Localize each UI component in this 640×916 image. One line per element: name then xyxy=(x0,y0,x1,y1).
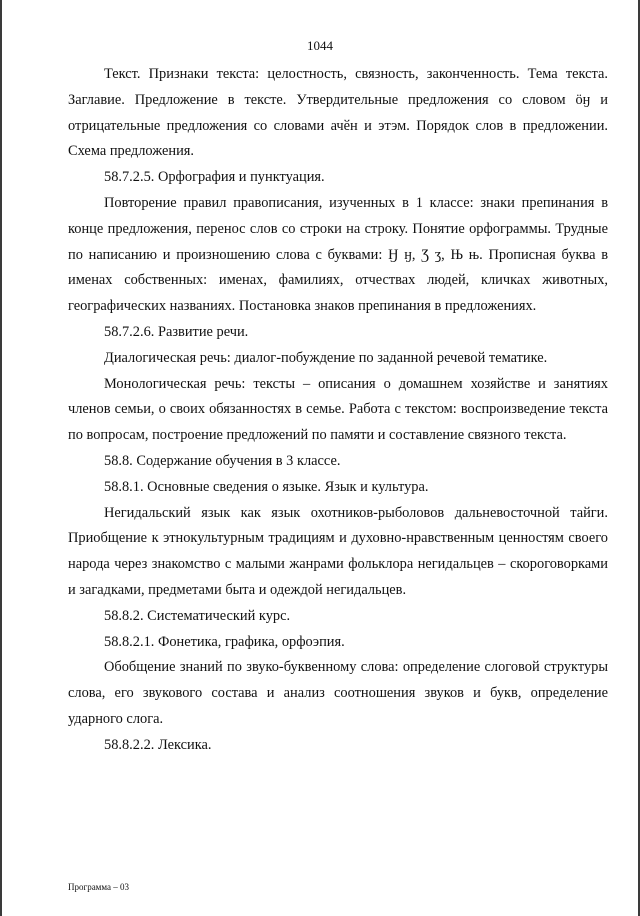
section-heading-lexicon: 58.8.2.2. Лексика. xyxy=(104,736,212,753)
paragraph-monologue: Монологическая речь: тексты – описания о домашнем хозяйстве и занятиях членов семьи, о своих обязанностях в семье. Работа с текстом: воспроизведение текста по вопросам, построение предложений по памяти и составление связного текста. xyxy=(68,375,608,444)
section-heading-orthography: 58.7.2.5. Орфография и пунктуация. xyxy=(104,169,325,186)
section-heading-speech: 58.7.2.6. Развитие речи. xyxy=(104,323,249,340)
paragraph-dialogue: Диалогическая речь: диалог-побуждение по заданной речевой тематике. xyxy=(104,349,548,366)
paragraph-phonetics: Обобщение знаний по звуко-буквенному слова: определение слоговой структуры слова, его звукового состава и анализ соотношения звуков и букв, определение ударного слога. xyxy=(68,659,608,727)
page-number: 1044 xyxy=(307,38,333,53)
paragraph-negidal-language: Негидальский язык как язык охотников-рыболовов дальневосточной тайги. Приобщение к этнокультурным традициям и духовно-нравственным ценностям своего народа через знакомство с малыми жанрами фольклора негидальцев – скороговорками и загадками, предметами быта и одеждой негидальцев. xyxy=(68,504,608,598)
paragraph-orthography: Повторение правил правописания, изученных в 1 классе: знаки препинания в конце предложения, перенос слов со строки на строку. Понятие орфограммы. Трудные по написанию и произношению слова с буквами: Ӈ ӈ, Ʒ ʒ, Њ њ. Прописная буква в именах собственных: именах, фамилиях, отчествах людей, кличках животных, географических названиях. Постановка знаков препинания в предложениях. xyxy=(68,194,608,315)
paragraph-text-features: Текст. Признаки текста: целостность, связность, законченность. Тема текста. Заглавие. Предложение в тексте. Утвердительные предложения со словом ӧӈ и отрицательные предложения со словами ачӗн и этэм. Порядок слов в предложении. Схема предложения. xyxy=(68,66,608,160)
scan-edge-left xyxy=(0,0,2,916)
section-heading-language-culture: 58.8.1. Основные сведения о языке. Язык и культура. xyxy=(104,478,429,495)
footer-label: Программа – 03 xyxy=(68,882,130,892)
section-heading-grade3: 58.8. Содержание обучения в 3 классе. xyxy=(104,452,341,469)
section-heading-systematic: 58.8.2. Систематический курс. xyxy=(104,607,291,624)
section-heading-phonetics: 58.8.2.1. Фонетика, графика, орфоэпия. xyxy=(104,633,345,650)
document-body xyxy=(68,62,608,759)
